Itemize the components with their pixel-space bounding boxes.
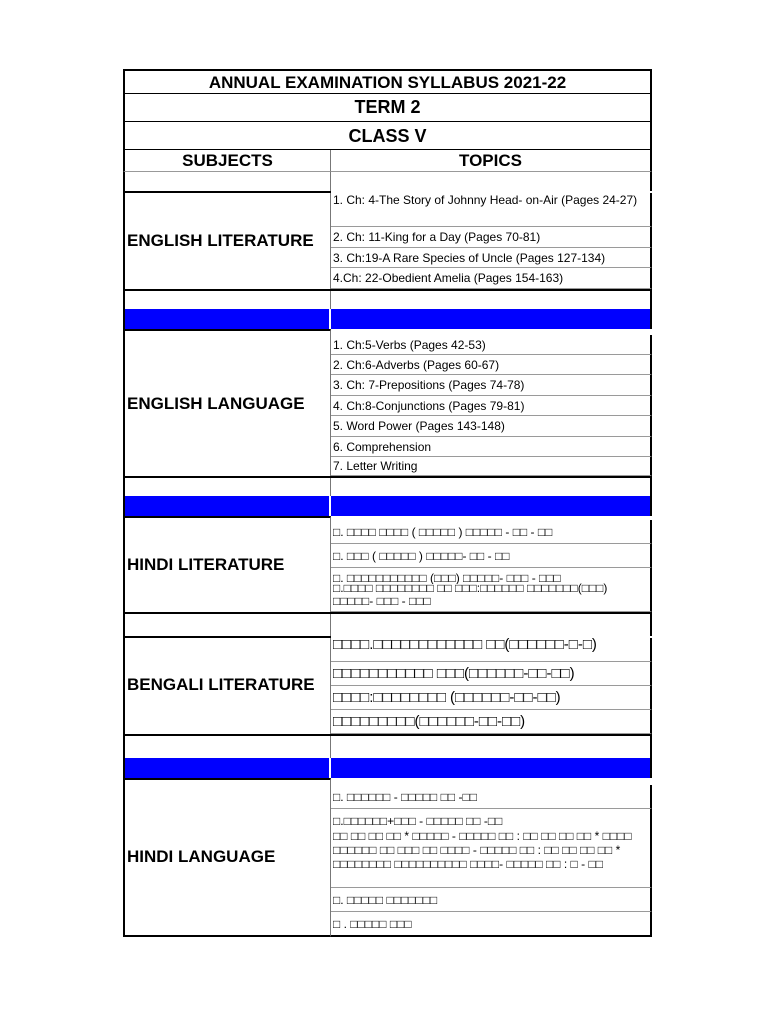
class-label: CLASS V	[348, 126, 427, 146]
spacer-row-right	[331, 614, 652, 636]
english-literature-subject	[123, 193, 331, 289]
spacer-row	[123, 478, 331, 496]
class-row	[123, 122, 652, 150]
blue-band-right	[331, 309, 652, 329]
english-language-subject	[123, 329, 331, 476]
spacer-row	[123, 614, 331, 636]
spacer-row-right	[331, 291, 652, 309]
spacer-row	[123, 291, 331, 309]
blue-band	[123, 758, 331, 778]
topic-item: 5. Word Power (Pages 143-148)	[331, 416, 652, 437]
topic-item: 3. Ch: 7-Prepositions (Pages 74-78)	[331, 375, 652, 396]
blue-band-right	[331, 496, 652, 516]
topic-item: 7. Letter Writing	[331, 457, 652, 476]
topic-item: □. □□□ ( □□□□□ ) □□□□□- □□ - □□	[331, 544, 652, 568]
topic-item: 2. Ch:6-Adverbs (Pages 60-67)	[331, 355, 652, 375]
topic-item: □□□□□□□□□□□ □□□(□□□□□□-□□-□□)	[331, 662, 652, 686]
subjects-header	[123, 150, 331, 172]
topic-item: 4.Ch: 22-Obedient Amelia (Pages 154-163)	[331, 268, 652, 289]
blue-band-right	[331, 758, 652, 778]
topic-item: □. □□□□□ □□□□□□□	[331, 888, 652, 912]
subject-name: ENGLISH LANGUAGE	[127, 394, 305, 413]
exam-title: ANNUAL EXAMINATION SYLLABUS 2021-22	[208, 73, 567, 92]
subject-name: HINDI LANGUAGE	[127, 847, 276, 866]
subjects-header-label: SUBJECTS	[182, 151, 273, 170]
topic-item: 2. Ch: 11-King for a Day (Pages 70-81)	[331, 227, 652, 248]
topic-item: □□ □□ □□ □□ * □□□□□ - □□□□□ □□ : □□ □□ □□ □□ * □□□□ □□□□□□ □□ □□□ □□ □□□□ - □□□□□ □□ : □□ □□ □□ □□ * □□□□□□□□ □□□□□□□□□□ □□□□- □□□□□ □□ : □ - □□	[331, 829, 652, 888]
topic-item: □.□□□□ □□□□□□□□ □□ □□□:□□□□□□ □□□□□□□(□□□) □□□□□- □□□ - □□□	[331, 582, 652, 612]
spacer-row-right	[331, 736, 652, 758]
blue-band	[123, 496, 331, 516]
topic-item: □. □□□□□□ - □□□□□ □□ -□□	[331, 785, 652, 809]
topics-header-label: TOPICS	[459, 151, 522, 170]
topics-header	[331, 150, 652, 172]
topic-item: □. □□□□ □□□□ ( □□□□□ ) □□□□□ - □□ - □□	[331, 520, 652, 544]
term-label: TERM 2	[354, 97, 421, 117]
spacer-row-right	[331, 172, 652, 191]
syllabus-table	[123, 69, 652, 937]
topic-item: □.□□□□□□+□□□ - □□□□□ □□ -□□	[331, 809, 652, 831]
topic-item: □. □□□□□□□□□□□ (□□□) □□□□□- □□□ - □□□	[331, 568, 652, 584]
topic-item: 3. Ch:19-A Rare Species of Uncle (Pages 127-134)	[331, 248, 652, 268]
topic-item: 4. Ch:8-Conjunctions (Pages 79-81)	[331, 396, 652, 416]
exam-title-row	[123, 69, 652, 94]
topic-item: □ . □□□□□ □□□	[331, 912, 652, 937]
topic-item: 1. Ch:5-Verbs (Pages 42-53)	[331, 335, 652, 355]
hindi-literature-subject	[123, 516, 331, 612]
spacer-row	[123, 736, 331, 758]
blue-band	[123, 309, 331, 329]
bengali-literature-subject	[123, 638, 331, 734]
topic-item: 1. Ch: 4-The Story of Johnny Head- on-Air (Pages 24-27)	[331, 193, 652, 227]
topic-item: □□□□:□□□□□□□□ (□□□□□□-□□-□□)	[331, 686, 652, 710]
spacer-row-right	[331, 478, 652, 496]
subject-name: BENGALI LITERATURE	[127, 675, 315, 694]
term-row	[123, 94, 652, 122]
spacer-row	[123, 172, 331, 191]
topic-item: 6. Comprehension	[331, 437, 652, 457]
topic-item: □□□□□□□□□(□□□□□□-□□-□□)	[331, 710, 652, 734]
subject-name: HINDI LITERATURE	[127, 555, 285, 574]
hindi-language-subject	[123, 778, 331, 937]
topic-item: □□□□.□□□□□□□□□□□□ □□(□□□□□□-□-□)	[331, 638, 652, 662]
subject-name: ENGLISH LITERATURE	[127, 231, 314, 250]
